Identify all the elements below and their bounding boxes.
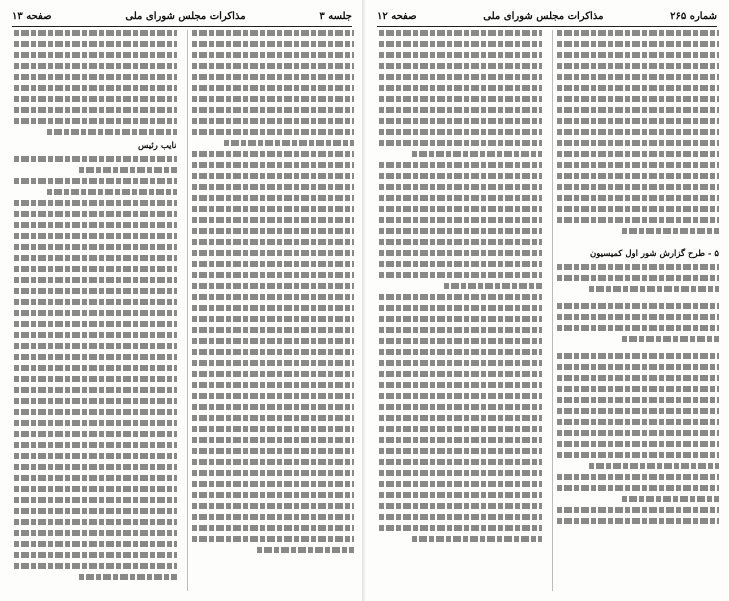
section-heading: ۵ - طرح گزارش شور اول کمیسیون: [590, 249, 719, 259]
left-page-number: صفحه ۱۳: [12, 10, 52, 22]
left-page-title: مذاکرات مجلس شورای ملی: [125, 10, 246, 22]
right-page-column-left: [375, 30, 542, 591]
left-page-columns: [10, 30, 354, 591]
left-page-session: جلسه ۳: [319, 10, 352, 22]
right-page-column-right: [552, 30, 720, 591]
left-page-column-left: [10, 30, 177, 591]
left-page: [0, 0, 364, 601]
right-page: [365, 0, 729, 601]
left-page-column-right: [187, 30, 355, 591]
left-page-header: [12, 8, 352, 27]
right-page-header: [377, 8, 717, 27]
right-page-session: شماره ۲۶۵: [670, 10, 717, 22]
speaker-heading: نایب رئیس: [138, 141, 177, 151]
right-page-title: مذاکرات مجلس شورای ملی: [483, 10, 604, 22]
right-page-number: صفحه ۱۲: [377, 10, 417, 22]
right-page-columns: [375, 30, 719, 591]
